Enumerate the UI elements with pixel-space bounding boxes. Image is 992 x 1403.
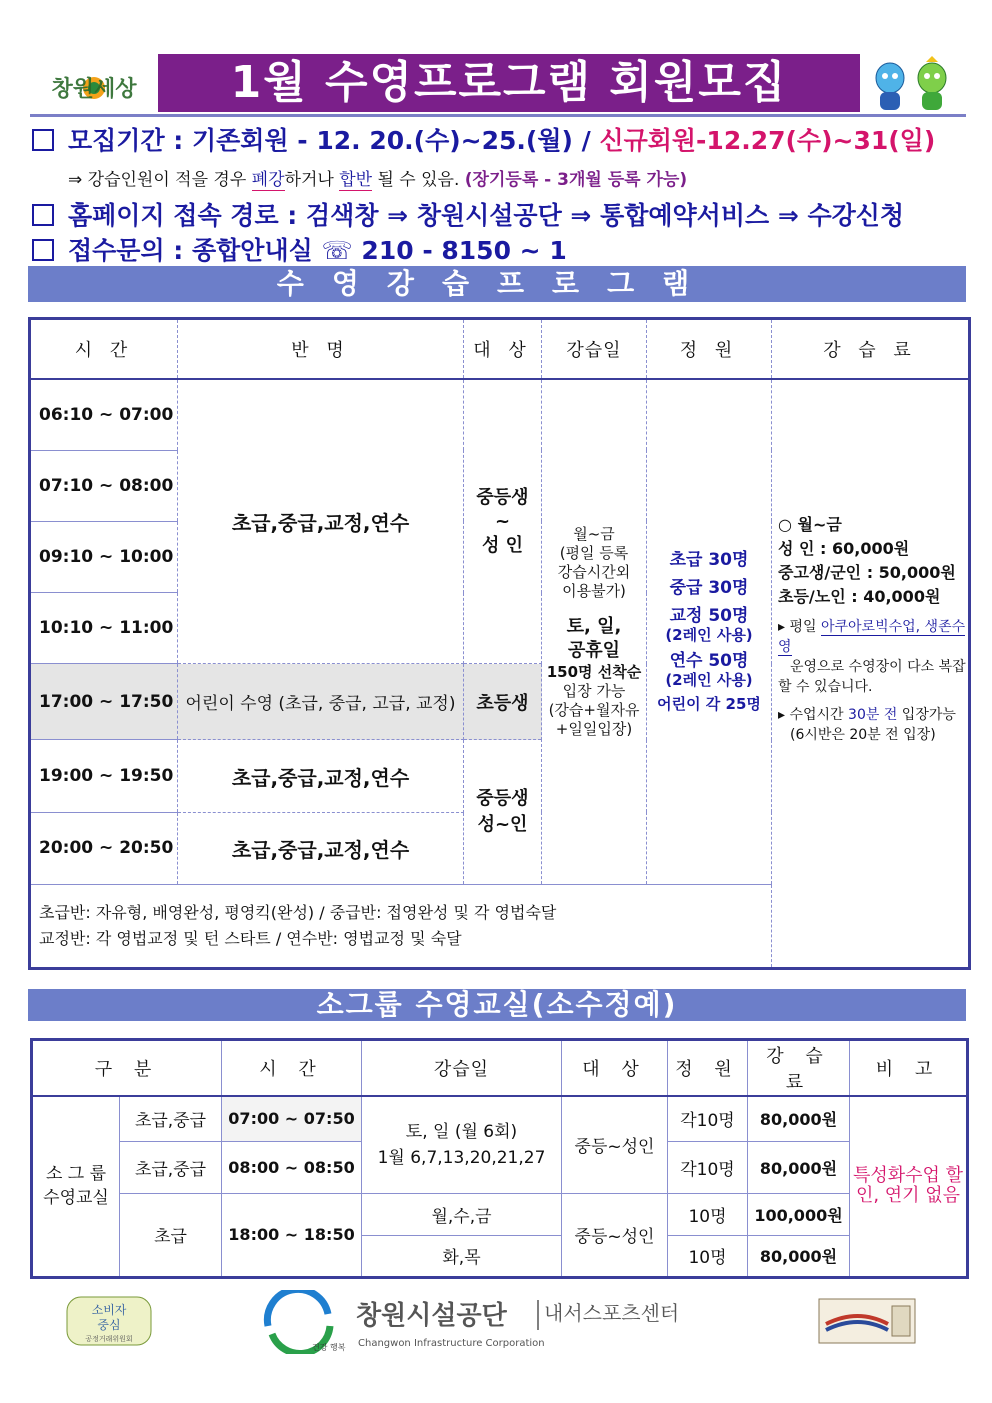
col-header-target: 대 상	[562, 1040, 668, 1097]
time-cell: 10:10 ~ 11:00	[30, 593, 178, 664]
remark-cell: 특성화수업 할인, 연기 없음	[850, 1096, 968, 1277]
svg-text:내서스포츠센터: 내서스포츠센터	[544, 1301, 680, 1325]
days-cell: 토, 일 (월 6회) 1월 6,7,13,20,21,27	[362, 1096, 562, 1193]
col-header-days: 강습일	[542, 319, 647, 380]
checkbox-icon	[32, 129, 54, 151]
level-cell: 초급,중급	[120, 1141, 222, 1193]
capacity-cell: 각10명	[668, 1096, 748, 1141]
contact-info: 접수문의 : 종합안내실 ☏ 210 - 8150 ~ 1	[32, 231, 567, 267]
swim-program-table	[28, 317, 968, 970]
homepage-path: 홈페이지 접속 경로 : 검색창 ⇒ 창원시설공단 ⇒ 통합예약서비스 ⇒ 수강신청	[32, 196, 904, 232]
time-cell: 07:00 ~ 07:50	[222, 1096, 362, 1141]
capacity-cell: 10명	[668, 1235, 748, 1277]
time-cell: 20:00 ~ 20:50	[30, 812, 178, 884]
capacity-cell: 초급 30명 중급 30명 교정 50명 (2레인 사용) 연수 50명 (2레인 사용) 어린이 각 25명	[647, 379, 772, 884]
capacity-cell: 각10명	[668, 1141, 748, 1193]
target-cell: 중등생 ~ 성 인	[464, 379, 542, 664]
time-cell: 06:10 ~ 07:00	[30, 379, 178, 450]
fee-cell: 80,000원	[748, 1096, 850, 1141]
target-cell: 중등생 성~인	[464, 740, 542, 884]
fee-cell: 80,000원	[748, 1235, 850, 1277]
col-header-fee: 강 습 료	[748, 1040, 850, 1097]
svg-text:창원시설공단: 창원시설공단	[356, 1301, 507, 1331]
col-header-days: 강습일	[362, 1040, 562, 1097]
fee-cell: 100,000원	[748, 1193, 850, 1235]
days-cell: 화,목	[362, 1235, 562, 1277]
fee-cell: 80,000원	[748, 1141, 850, 1193]
notice-text: ⇒ 강습인원이 적을 경우 폐강하거나 합반 될 수 있음. (장기등록 - 3개월 등록 가능)	[68, 170, 688, 190]
col-header-fee: 강 습 료	[772, 319, 970, 380]
small-group-table	[30, 1038, 969, 1279]
target-cell: 초등생	[464, 664, 542, 740]
city-logo	[44, 62, 144, 114]
section-title-small-group: 소그룹 수영교실(소수정예)	[28, 989, 966, 1021]
time-cell: 18:00 ~ 18:50	[222, 1193, 362, 1277]
svg-text:중심: 중심	[97, 1318, 121, 1332]
corporation-logo	[262, 1290, 702, 1354]
svg-text:소비자: 소비자	[91, 1303, 127, 1317]
col-header-time: 시 간	[222, 1040, 362, 1097]
time-cell: 17:00 ~ 17:50	[30, 664, 178, 740]
page-title: 1월 수영프로그램 회원모집	[158, 54, 860, 112]
mascot-icon	[866, 56, 958, 114]
svg-text:공정거래위원회: 공정거래위원회	[85, 1335, 133, 1343]
checkbox-icon	[32, 204, 54, 226]
class-name: 초급,중급,교정,연수	[178, 740, 464, 812]
svg-text:건강 행복: 건강 행복	[312, 1343, 346, 1352]
col-header-capacity: 정 원	[668, 1040, 748, 1097]
level-cell: 초급	[120, 1193, 222, 1277]
col-header-capacity: 정 원	[647, 319, 772, 380]
class-description: 초급반: 자유형, 배영완성, 평영킥(완성) / 중급반: 접영완성 및 각 영법숙달 교정반: 각 영법교정 및 턴 스타트 / 연수반: 영법교정 및 숙달	[30, 884, 772, 968]
group-name: 소 그 룹 수영교실	[32, 1096, 120, 1277]
time-cell: 09:10 ~ 10:00	[30, 521, 178, 592]
title-divider	[30, 114, 966, 117]
time-cell: 19:00 ~ 19:50	[30, 740, 178, 812]
time-cell: 07:10 ~ 08:00	[30, 450, 178, 521]
checkbox-icon	[32, 239, 54, 261]
target-cell: 중등~성인	[562, 1193, 668, 1277]
time-cell: 08:00 ~ 08:50	[222, 1141, 362, 1193]
svg-text:Changwon Infrastructure Corpor: Changwon Infrastructure Corporation	[358, 1338, 545, 1349]
capacity-cell: 10명	[668, 1193, 748, 1235]
class-name: 초급,중급,교정,연수	[178, 812, 464, 884]
certification-mark-icon	[818, 1298, 916, 1344]
class-name: 어린이 수영 (초급, 중급, 고급, 교정)	[178, 664, 464, 740]
consumer-badge-logo	[66, 1296, 152, 1346]
recruit-period: 모집기간 : 기존회원 - 12. 20.(수)~25.(월) / 신규회원-12.27(수)~31(일)	[32, 121, 935, 157]
level-cell: 초급,중급	[120, 1096, 222, 1141]
col-header-category: 구 분	[32, 1040, 222, 1097]
col-header-target: 대 상	[464, 319, 542, 380]
section-title-swim-program: 수영강습프로그램	[28, 266, 966, 302]
svg-text:창원세상: 창원세상	[51, 77, 137, 102]
col-header-time: 시 간	[30, 319, 178, 380]
col-header-remark: 비 고	[850, 1040, 968, 1097]
fee-cell: ○ 월~금 성 인 : 60,000원 중고생/군인 : 50,000원 초등/노인 : 40,000원 ▸ 평일 아쿠아로빅수업, 생존수영 운영으로 수영장이 다소 복잡 할 수 있습니다. ▸ 수업시간 30분 전 입장가능 (6시반은 20분 전 입장)	[772, 379, 970, 968]
class-name: 초급,중급,교정,연수	[178, 379, 464, 664]
col-header-class: 반 명	[178, 319, 464, 380]
days-cell: 월,수,금	[362, 1193, 562, 1235]
lesson-days: 월~금 (평일 등록 강습시간외 이용불가) 토, 일, 공휴일 150명 선착순 입장 가능 (강습+월자유 +일일입장)	[542, 379, 647, 884]
target-cell: 중등~성인	[562, 1096, 668, 1193]
